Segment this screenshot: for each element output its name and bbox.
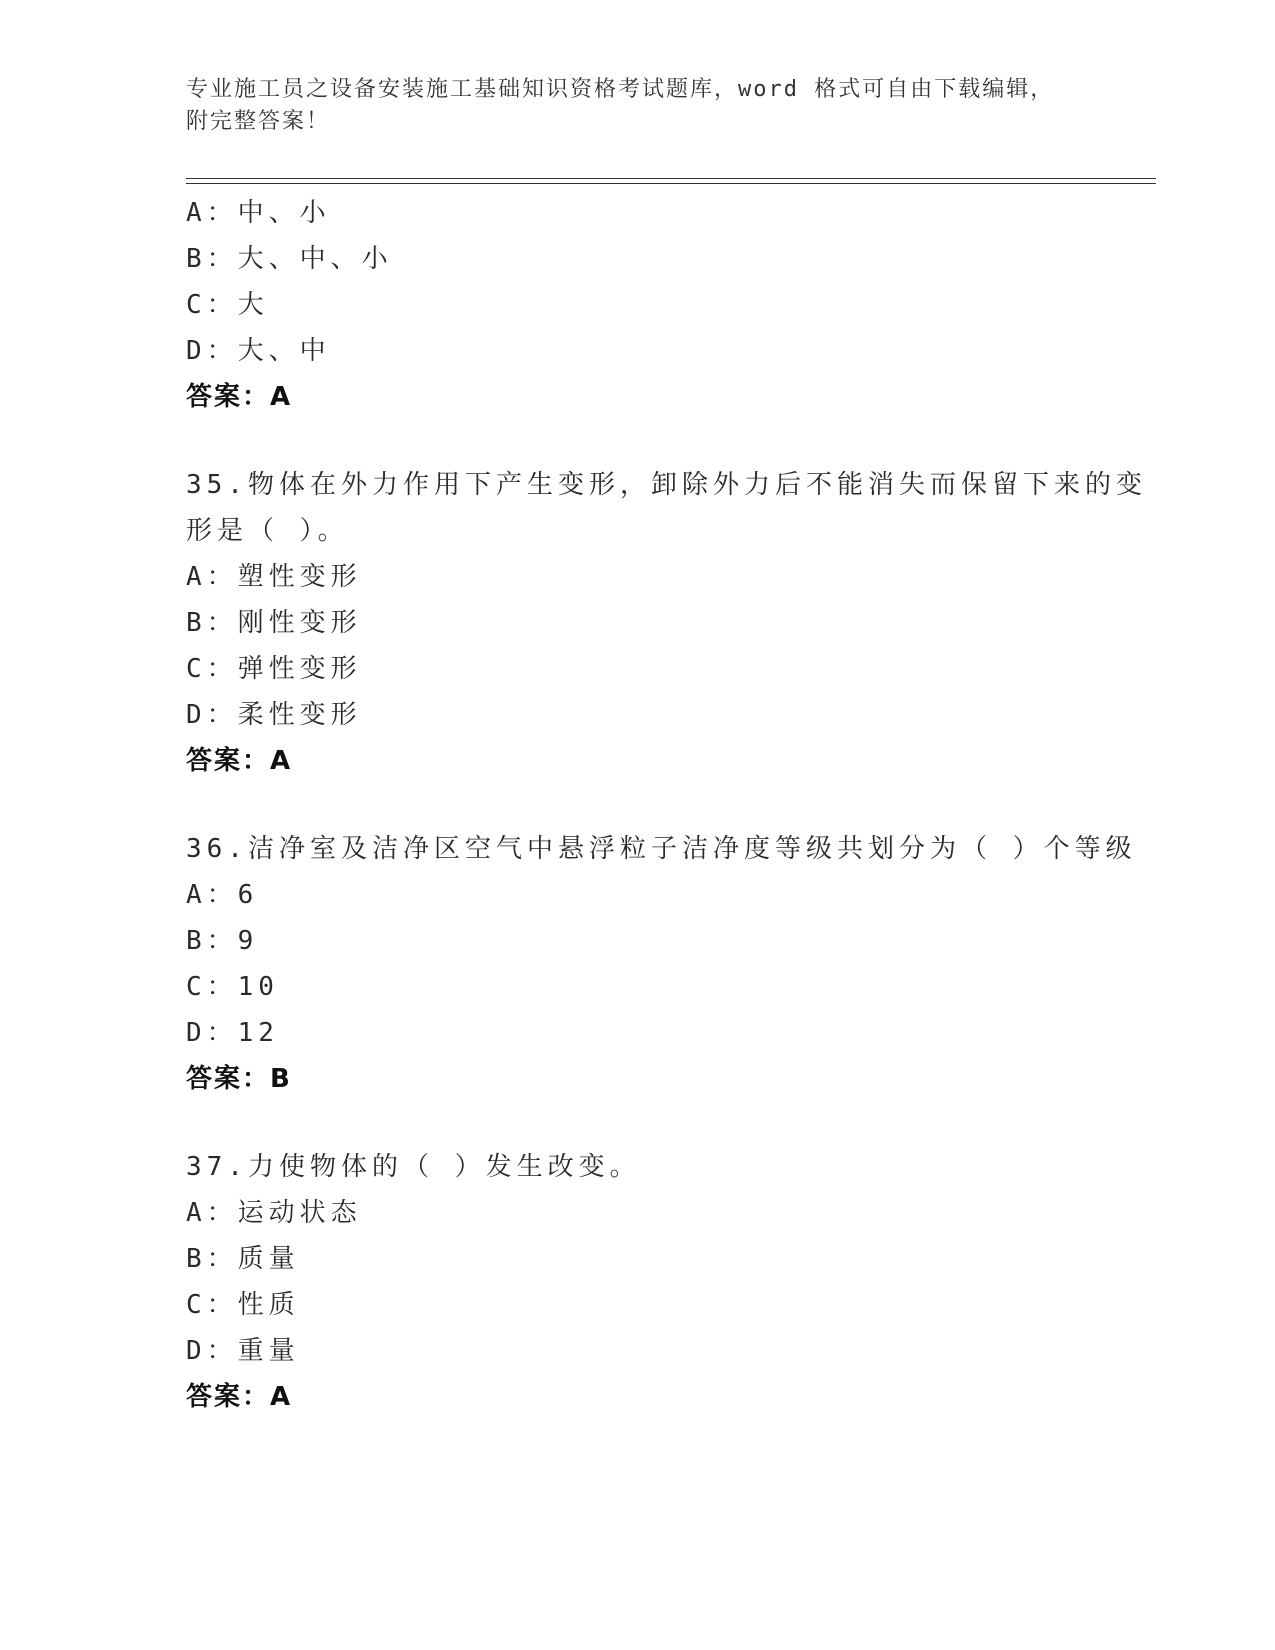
option-d: D：柔性变形 (186, 700, 362, 730)
header-title-line1: 专业施工员之设备安装施工基础知识资格考试题库，word 格式可自由下载编辑， (186, 77, 1055, 102)
option-a: A：运动状态 (186, 1198, 362, 1228)
header-rule-bottom (186, 183, 1156, 184)
answer-label: 答案：B (186, 1064, 292, 1094)
question-block-34 (186, 190, 1146, 420)
option-d: D：重量 (186, 1336, 300, 1366)
option-b: B：质量 (186, 1244, 300, 1274)
option-a: A：中、小 (186, 198, 331, 228)
header-title-line2: 附完整答案！ (186, 109, 331, 134)
header-rule-top (186, 178, 1156, 179)
option-d: D：大、中 (186, 336, 331, 366)
option-a: A：6 (186, 880, 259, 910)
question-block-35 (186, 462, 1146, 784)
option-c: C：性质 (186, 1290, 300, 1320)
option-a: A：塑性变形 (186, 562, 362, 592)
question-list (186, 190, 1146, 1420)
option-d: D：12 (186, 1018, 279, 1048)
question-stem: 37.力使物体的（ ）发生改变。 (186, 1152, 641, 1182)
question-block-37 (186, 1144, 1146, 1420)
option-b: B：刚性变形 (186, 608, 362, 638)
answer-label: 答案：A (186, 746, 293, 776)
document-header (186, 74, 1086, 138)
option-c: C：弹性变形 (186, 654, 362, 684)
question-stem: 35.物体在外力作用下产生变形，卸除外力后不能消失而保留下来的变 (186, 470, 1147, 500)
option-b: B：大、中、小 (186, 244, 393, 274)
question-stem-continued: 形是（ ）。 (186, 516, 349, 546)
option-c: C：10 (186, 972, 279, 1002)
question-block-36 (186, 826, 1146, 1102)
option-c: C：大 (186, 290, 269, 320)
question-stem: 36.洁净室及洁净区空气中悬浮粒子洁净度等级共划分为（ ）个等级 (186, 834, 1137, 864)
option-b: B：9 (186, 926, 259, 956)
answer-label: 答案：A (186, 1382, 293, 1412)
answer-label: 答案：A (186, 382, 293, 412)
